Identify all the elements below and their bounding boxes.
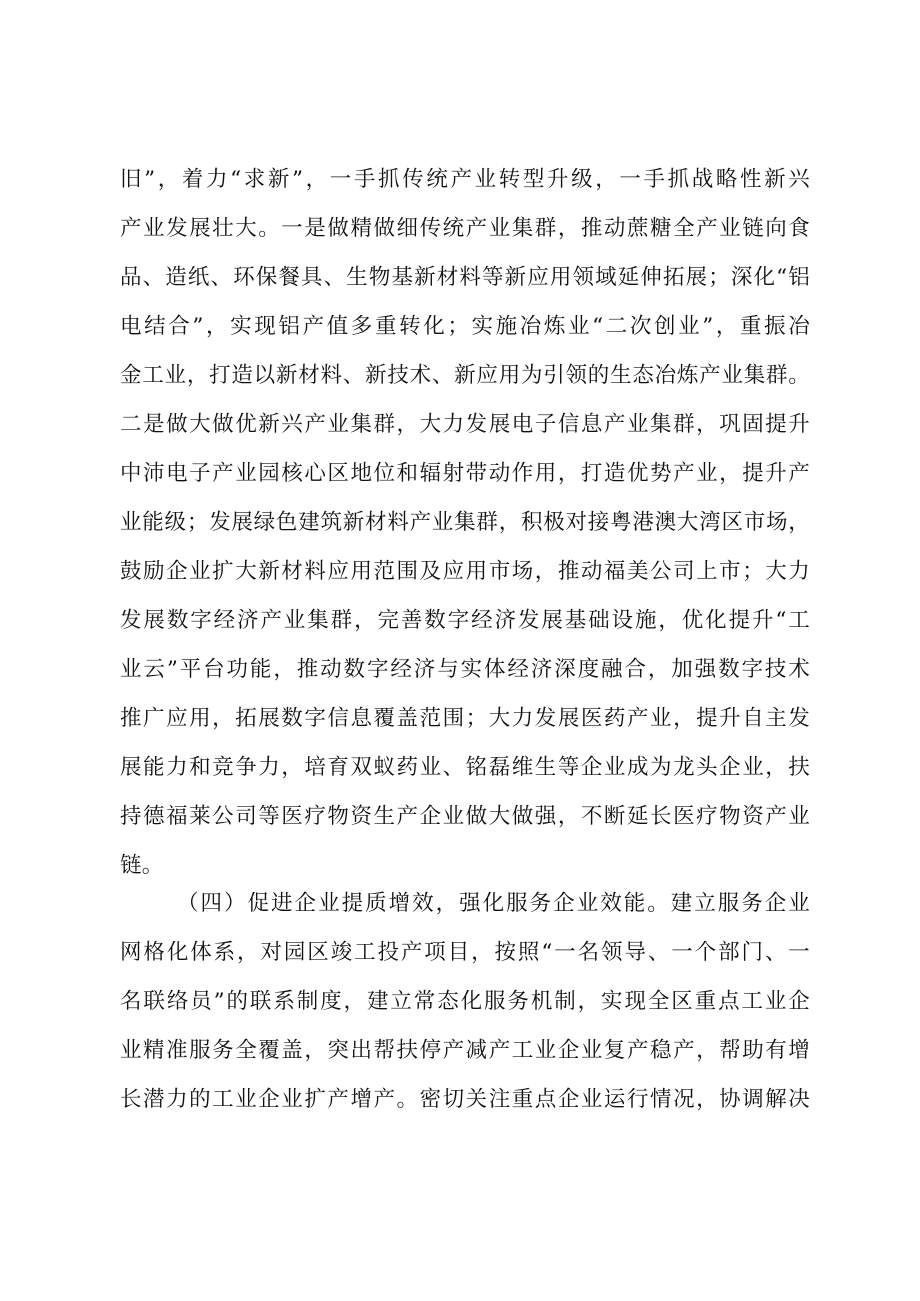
text-line: 持德福莱公司等医疗物资生产企业做大做强，不断延长医疗物资产业 — [120, 804, 810, 829]
text-line: 展能力和竞争力，培育双蚁药业、铭磊维生等企业成为龙头企业，扶 — [120, 755, 810, 780]
text-line: 旧”，着力“求新”，一手抓传统产业转型升级，一手抓战略性新兴 — [120, 167, 810, 192]
paragraph-industry-clusters — [120, 160, 810, 895]
text-line: 名联络员”的联系制度，建立常态化服务机制，实现全区重点工业企 — [120, 989, 810, 1014]
text-line: 推广应用，拓展数字信息覆盖范围；大力发展医药产业，提升自主发 — [120, 706, 810, 731]
text-line: 电结合”，实现铝产值多重转化；实施冶炼业“二次创业”，重振冶 — [120, 314, 810, 339]
text-line: 网格化体系，对园区竣工投产项目，按照“一名领导、一个部门、一 — [120, 940, 810, 965]
text-line-indented: （四）促进企业提质增效，强化服务企业效能。建立服务企业 — [177, 891, 810, 916]
text-line: 业云”平台功能，推动数字经济与实体经济深度融合，加强数字技术 — [120, 657, 810, 682]
text-line: 业精准服务全覆盖，突出帮扶停产减产工业企业复产稳产，帮助有增 — [120, 1038, 810, 1063]
text-line: 中沛电子产业园核心区地位和辐射带动作用，打造优势产业，提升产 — [120, 461, 810, 486]
text-line: 鼓励企业扩大新材料应用范围及应用市场，推动福美公司上市；大力 — [120, 559, 810, 584]
text-line: 金工业，打造以新材料、新技术、新应用为引领的生态冶炼产业集群。 — [120, 363, 810, 388]
text-line: 链。 — [120, 853, 164, 878]
text-line: 产业发展壮大。一是做精做细传统产业集群，推动蔗糖全产业链向食 — [120, 216, 810, 241]
text-line: 业能级；发展绿色建筑新材料产业集群，积极对接粤港澳大湾区市场， — [120, 510, 810, 535]
text-line: 长潜力的工业企业扩产增产。密切关注重点企业运行情况，协调解决 — [120, 1087, 810, 1112]
text-line: 发展数字经济产业集群，完善数字经济发展基础设施，优化提升“工 — [120, 608, 810, 633]
text-line: 二是做大做优新兴产业集群，大力发展电子信息产业集群，巩固提升 — [120, 412, 810, 437]
paragraph-enterprise-services — [120, 884, 810, 1129]
text-line: 品、造纸、环保餐具、生物基新材料等新应用领域延伸拓展；深化“铝 — [120, 265, 810, 290]
